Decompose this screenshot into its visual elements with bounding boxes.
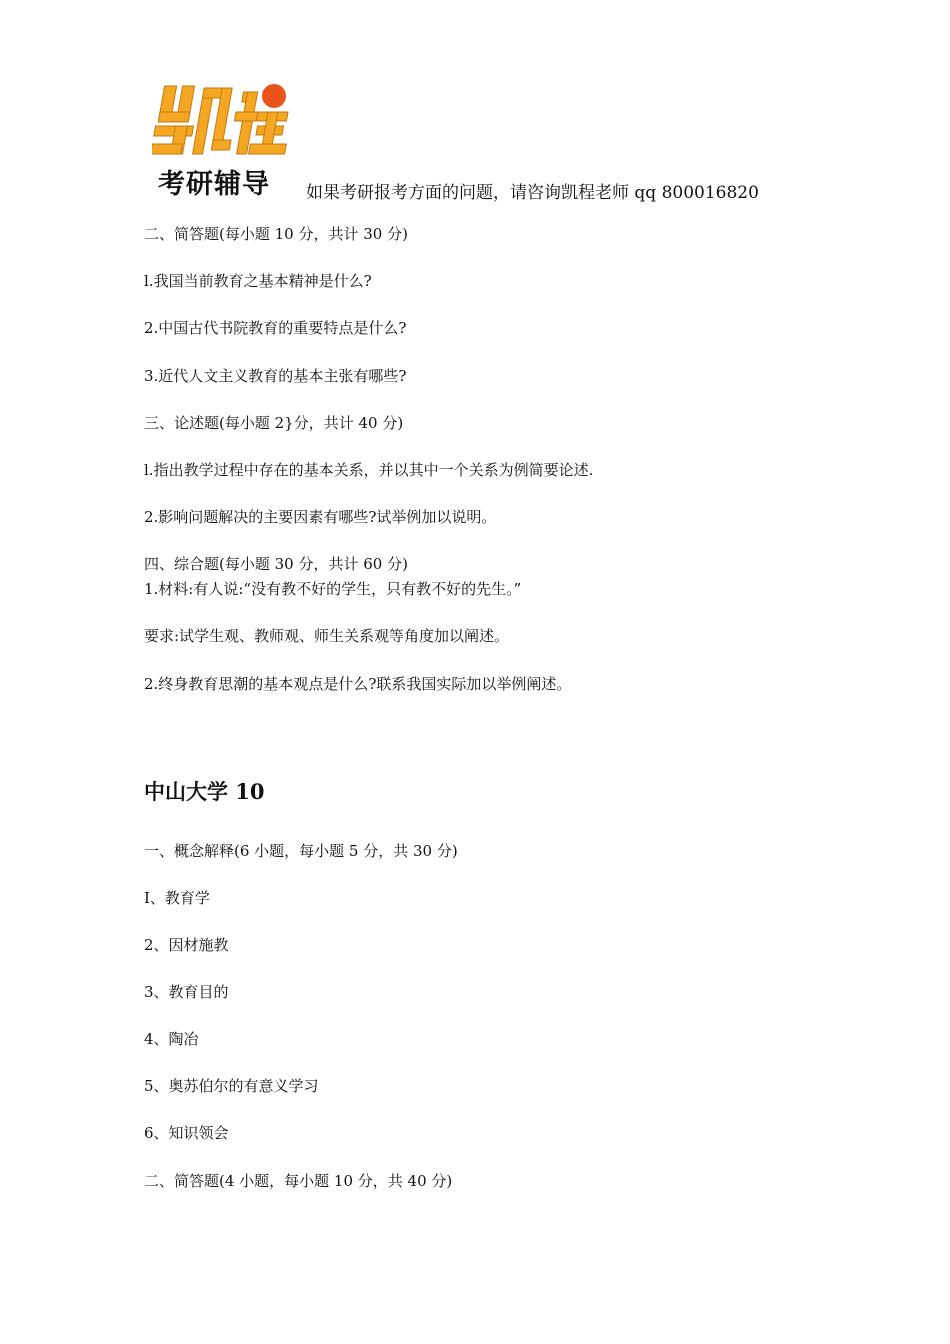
concept-item: I、教育学 <box>144 889 210 907</box>
kaicheng-logo-mark <box>152 78 298 160</box>
kaicheng-logo <box>152 78 298 200</box>
concept-item: 5、奥苏伯尔的有意义学习 <box>144 1077 319 1095</box>
question-item: l.指出教学过程中存在的基本关系，并以其中一个关系为例简要论述. <box>144 461 594 479</box>
question-item: 2.影响问题解决的主要因素有哪些?试举例加以说明。 <box>144 508 497 526</box>
question-item: 1.材料:有人说:“没有教不好的学生，只有教不好的先生。” <box>144 580 522 598</box>
question-requirement: 要求:试学生观、教师观、师生关系观等角度加以阐述。 <box>144 627 510 645</box>
section-heading-comprehensive: 四、综合题(每小题 30 分，共计 60 分) <box>144 555 408 573</box>
concept-item: 6、知识领会 <box>144 1124 229 1142</box>
question-item: 3.近代人文主义教育的基本主张有哪些? <box>144 367 407 385</box>
header-contact-note: 如果考研报考方面的问题，请咨询凯程老师 qq 800016820 <box>306 183 759 203</box>
section-heading-short-answer-2: 二、简答题(4 小题，每小题 10 分，共 40 分) <box>144 1172 453 1190</box>
concept-item: 3、教育目的 <box>144 983 229 1001</box>
section-heading-short-answer: 二、简答题(每小题 10 分，共计 30 分) <box>144 225 408 243</box>
section-heading-essay: 三、论述题(每小题 2}分，共计 40 分) <box>144 414 404 432</box>
concept-item: 2、因材施教 <box>144 936 229 954</box>
exam-title-zhongshan: 中山大学 10 <box>144 779 265 804</box>
question-item: 2.中国古代书院教育的重要特点是什么? <box>144 319 407 337</box>
concept-item: 4、陶冶 <box>144 1030 199 1048</box>
logo-subtitle: 考研辅导 <box>158 169 270 200</box>
section-heading-concepts: 一、概念解释(6 小题，每小题 5 分，共 30 分) <box>144 842 458 860</box>
question-item: l.我国当前教育之基本精神是什么? <box>144 272 372 290</box>
question-item: 2.终身教育思潮的基本观点是什么?联系我国实际加以举例阐述。 <box>144 675 572 693</box>
logo-dot <box>262 84 286 108</box>
